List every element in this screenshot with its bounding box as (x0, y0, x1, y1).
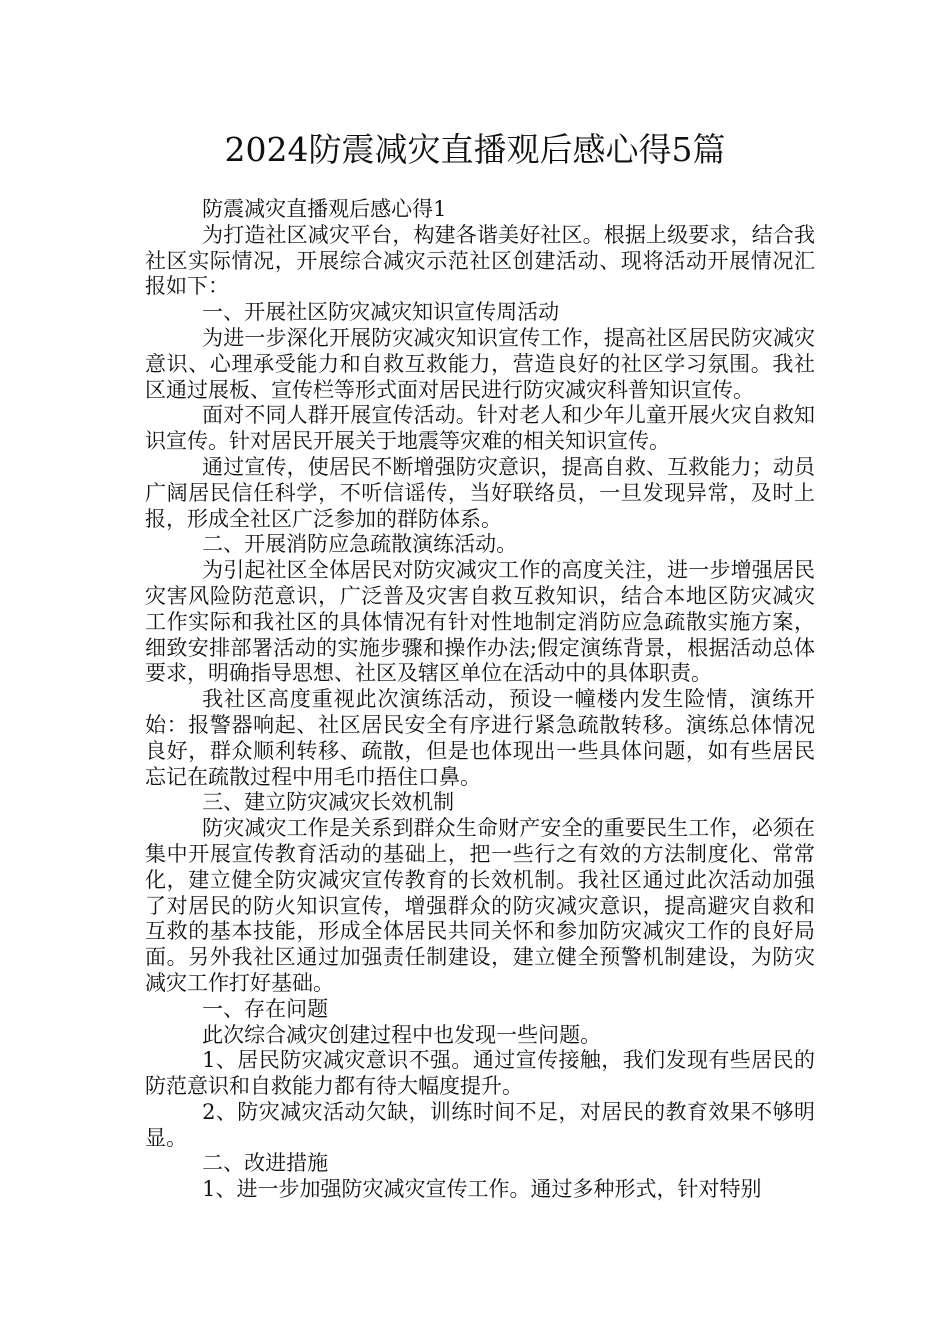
body-paragraph: 1、进一步加强防灾减灾宣传工作。通过多种形式，针对特别 (202, 1177, 762, 1202)
document-title: 2024防震减灾直播观后感心得5篇 (224, 130, 726, 169)
body-paragraph: 为进一步深化开展防灾减灾知识宣传工作，提高社区居民防灾减灾意识、心理承受能力和自救互救能力，营造良好的社区学习氛围。我社区通过展板、宣传栏等形式面对居民进行防灾减灾科普知识宣传。 (145, 325, 815, 402)
body-paragraph: 二、开展消防应急疏散演练活动。 (202, 532, 518, 557)
body-paragraph: 三、建立防灾减灾长效机制 (202, 790, 455, 815)
body-paragraph: 为引起社区全体居民对防灾减灾工作的高度关注，进一步增强居民灾害风险防范意识，广泛普及灾害自救互救知识，结合本地区防灾减灾工作实际和我社区的具体情况有针对性地制定消防应急疏散实施方案，细致安排部署活动的实施步骤和操作办法;假定演练背景，根据活动总体要求，明确指导思想、社区及辖区单位在活动中的具体职责。 (145, 558, 815, 686)
body-paragraph: 一、存在问题 (202, 996, 329, 1021)
body-paragraph: 二、改进措施 (202, 1151, 329, 1176)
body-paragraph: 一、开展社区防灾减灾知识宣传周活动 (202, 300, 560, 325)
body-paragraph: 1、居民防灾减灾意识不强。通过宣传接触，我们发现有些居民的防范意识和自救能力都有待大幅度提升。 (145, 1048, 815, 1099)
body-paragraph: 通过宣传，使居民不断增强防灾意识，提高自救、互救能力；动员广阔居民信任科学，不听信谣传，当好联络员，一旦发现异常，及时上报，形成全社区广泛参加的群防体系。 (145, 454, 815, 531)
body-paragraph: 2、防灾减灾活动欠缺，训练时间不足，对居民的教育效果不够明显。 (145, 1099, 815, 1150)
body-paragraph: 面对不同人群开展宣传活动。针对老人和少年儿童开展火灾自救知识宣传。针对居民开展关于地震等灾难的相关知识宣传。 (145, 403, 815, 454)
body-paragraph: 此次综合减灾创建过程中也发现一些问题。 (202, 1022, 602, 1047)
document-body (145, 197, 815, 1203)
body-paragraph: 为打造社区减灾平台，构建各谐美好社区。根据上级要求，结合我社区实际情况，开展综合减灾示范社区创建活动、现将活动开展情况汇报如下： (145, 222, 815, 299)
body-paragraph: 防震减灾直播观后感心得1 (202, 197, 447, 221)
body-paragraph: 我社区高度重视此次演练活动，预设一幢楼内发生险情，演练开始：报警器响起、社区居民安全有序进行紧急疏散转移。演练总体情况良好，群众顺利转移、疏散，但是也体现出一些具体问题，如有些居民忘记在疏散过程中用毛巾捂住口鼻。 (145, 687, 815, 789)
body-paragraph: 防灾减灾工作是关系到群众生命财产安全的重要民生工作，必须在集中开展宣传教育活动的基础上，把一些行之有效的方法制度化、常常化，建立健全防灾减灾宣传教育的长效机制。我社区通过此次活动加强了对居民的防火知识宣传，增强群众的防灾减灾意识，提高避灾自救和互救的基本技能，形成全体居民共同关怀和参加防灾减灾工作的良好局面。另外我社区通过加强责任制建设，建立健全预警机制建设，为防灾减灾工作打好基础。 (145, 816, 815, 995)
